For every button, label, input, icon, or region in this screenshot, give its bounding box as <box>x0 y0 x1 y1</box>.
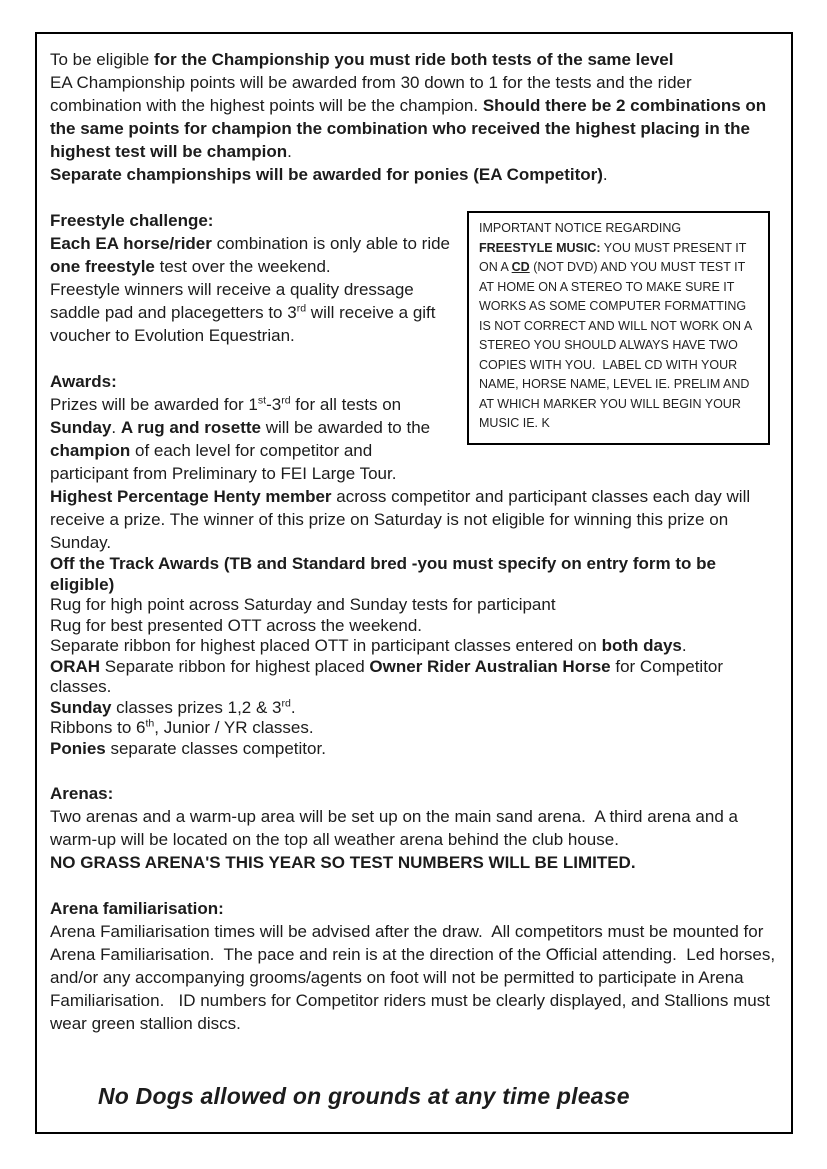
freestyle-rule-paragraph: Each EA horse/rider combination is only able to ride one freestyle test over the weekend. <box>50 234 455 276</box>
arenas-description-paragraph: Two arenas and a warm-up area will be set up on the main sand arena. A third arena and a warm-up will be located on the top all weather arena behind the club house. <box>50 807 743 849</box>
section-gap <box>50 759 778 782</box>
no-dogs-footer-notice: No Dogs allowed on grounds at any time please <box>98 1083 630 1109</box>
off-the-track-awards-list <box>50 554 778 759</box>
championship-intro-section <box>50 48 778 186</box>
ott-high-point-line: Rug for high point across Saturday and Sunday tests for participant <box>50 595 556 614</box>
arena-familiarisation-heading: Arena familiarisation: <box>50 899 224 918</box>
ott-ribbon-line: Separate ribbon for highest placed OTT in participant classes entered on both days. <box>50 636 687 655</box>
freestyle-music-notice-box <box>467 211 770 445</box>
intro-ponies-line: Separate championships will be awarded for ponies (EA Competitor). <box>50 165 608 184</box>
awards-prizes-paragraph: Prizes will be awarded for 1st-3rd for all tests on Sunday. A rug and rosette will be awarded to the champion of each level for competitor and participant from Preliminary to FEI Large Tour. <box>50 394 435 483</box>
section-gap <box>50 874 778 897</box>
no-grass-arena-warning: NO GRASS ARENA'S THIS YEAR SO TEST NUMBERS WILL BE LIMITED. <box>50 853 636 872</box>
awards-henty-member-paragraph: Highest Percentage Henty member across competitor and participant classes each day will receive a prize. The winner of this prize on Saturday is not eligible for winning this prize on Sunday. <box>50 487 755 552</box>
ponies-line: Ponies separate classes competitor. <box>50 738 326 758</box>
arena-familiarisation-paragraph: Arena Familiarisation times will be advised after the draw. All competitors must be mounted for Arena Familiarisation. The pace and rein is at the direction of the Official attending. Led horses, and/or any accompanying grooms/agents on foot will not be permitted to participate in Arena Familiarisation. ID numbers for Competitor riders must be clearly displayed, and Stallions must wear green stallion discs. <box>50 922 780 1033</box>
section-gap <box>50 186 778 209</box>
sunday-prizes-line: Sunday classes prizes 1,2 & 3rd. <box>50 696 296 717</box>
freestyle-challenge-heading: Freestyle challenge: <box>50 211 214 230</box>
orah-ribbon-line: ORAH Separate ribbon for highest placed Owner Rider Australian Horse for Competitor classes. <box>50 656 728 696</box>
ott-best-presented-line: Rug for best presented OTT across the weekend. <box>50 615 422 635</box>
arenas-heading: Arenas: <box>50 784 114 803</box>
awards-heading: Awards: <box>50 372 117 391</box>
arena-familiarisation-section <box>50 897 778 1035</box>
intro-points-paragraph: EA Championship points will be awarded from 30 down to 1 for the tests and the rider combination with the highest points will be the champion. Should there be 2 combinations on the same points for champion the combination who received the highest placing in the highest test will be champion. <box>50 73 771 161</box>
freestyle-music-notice-text: IMPORTANT NOTICE REGARDING FREESTYLE MUSIC: YOU MUST PRESENT IT ON A CD (NOT DVD) AND YOU MUST TEST IT AT HOME ON A STEREO TO MAKE SURE IT WORKS AS SOME COMPUTER FORMATTING IS NOT CORRECT AND WILL NOT WORK ON A STEREO YOU SHOULD ALWAYS HAVE TWO COPIES WITH YOU. LABEL CD WITH YOUR NAME, HORSE NAME, LEVEL IE. PRELIM AND AT WHICH MARKER YOU WILL BEGIN YOUR MUSIC IE. K <box>479 221 755 430</box>
ott-awards-heading: Off the Track Awards (TB and Standard bred -you must specify on entry form to be eligible) <box>50 554 721 594</box>
arenas-section <box>50 782 778 874</box>
ribbons-line: Ribbons to 6th, Junior / YR classes. <box>50 717 314 737</box>
intro-eligibility-line: To be eligible for the Championship you must ride both tests of the same level <box>50 50 674 69</box>
freestyle-prizes-paragraph: Freestyle winners will receive a quality dressage saddle pad and placegetters to 3rd will receive a gift voucher to Evolution Equestrian. <box>50 280 441 345</box>
document-page <box>35 32 793 1134</box>
